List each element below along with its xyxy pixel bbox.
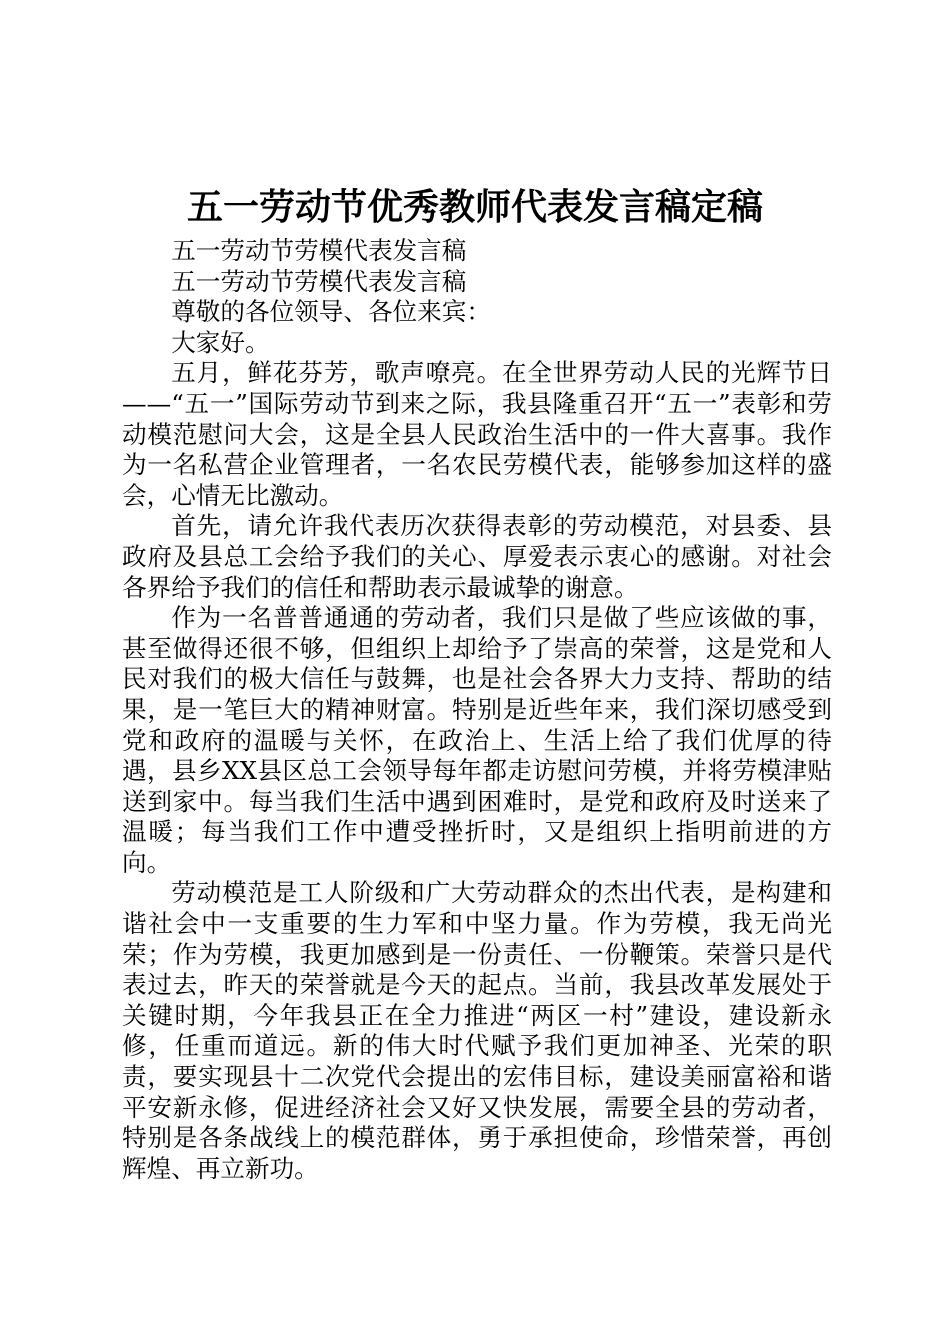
paragraph-heading-2: 五一劳动节劳模代表发言稿 [171, 266, 467, 296]
document-title: 五一劳动节优秀教师代表发言稿定稿 [186, 186, 763, 228]
document-body [122, 236, 832, 1184]
paragraph-body: 五月，鲜花芬芳，歌声嘹亮。在全世界劳动人民的光辉节日——“五一”国际劳动节到来之际，我县隆重召开“五一”表彰和劳动模范慰问大会，这是全县人民政治生活中的一件大喜事。我作为一名私营企业管理者，一名农民劳模代表，能够参加这样的盛会，心情无比激动。 [122, 358, 832, 510]
paragraph-salutation: 尊敬的各位领导、各位来宾： [171, 297, 491, 327]
paragraph-body: 首先，请允许我代表历次获得表彰的劳动模范，对县委、县政府及县总工会给予我们的关心、厚爱表示衷心的感谢。对社会各界给予我们的信任和帮助表示最诚挚的谢意。 [122, 511, 832, 602]
paragraph-heading-1: 五一劳动节劳模代表发言稿 [171, 236, 467, 265]
paragraph-body: 作为一名普普通通的劳动者，我们只是做了些应该做的事，甚至做得还很不够，但组织上却给予了崇高的荣誉，这是党和人民对我们的极大信任与鼓舞，也是社会各界大力支持、帮助的结果，是一笔巨大的精神财富。特别是近些年来，我们深切感受到党和政府的温暖与关怀，在政治上、生活上给了我们优厚的待遇，县乡XX县区总工会领导每年都走访慰问劳模，并将劳模津贴送到家中。每当我们生活中遇到困难时，是党和政府及时送来了温暖；每当我们工作中遭受挫折时，又是组织上指明前进的方向。 [122, 603, 832, 877]
paragraph-greeting: 大家好。 [171, 327, 270, 357]
paragraph-body: 劳动模范是工人阶级和广大劳动群众的杰出代表，是构建和谐社会中一支重要的生力军和中坚力量。作为劳模，我无尚光荣；作为劳模，我更加感到是一份责任、一份鞭策。荣誉只是代表过去，昨天的荣誉就是今天的起点。当前，我县改革发展处于关键时期，今年我县正在全力推进“两区一村”建设，建设新永修，任重而道远。新的伟大时代赋予我们更加神圣、光荣的职责，要实现县十二次党代会提出的宏伟目标，建设美丽富裕和谐平安新永修，促进经济社会又好又快发展，需要全县的劳动者，特别是各条战线上的模范群体，勇于承担使命，珍惜荣誉，再创辉煌、再立新功。 [122, 878, 832, 1183]
